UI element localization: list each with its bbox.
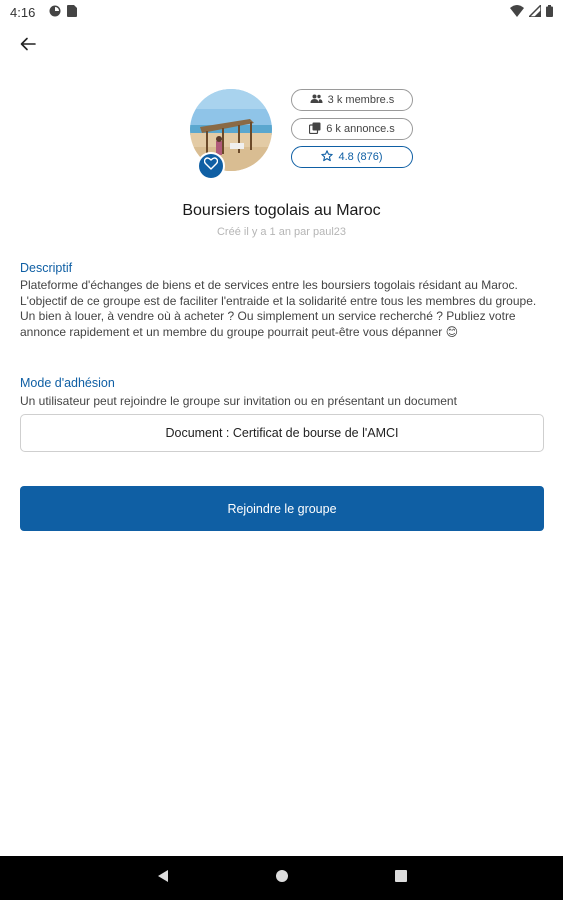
ads-count: 6 k annonce.s [326,123,395,135]
join-group-label: Rejoindre le groupe [227,501,337,516]
signal-icon [529,5,541,20]
status-left [10,5,77,20]
announce-icon [309,122,321,137]
rating-value: 4.8 (876) [338,151,383,163]
system-nav-bar [0,856,563,900]
nav-back-button[interactable] [151,866,175,890]
description-heading: Descriptif [20,261,73,275]
back-triangle-icon [157,869,169,888]
group-avatar-wrap [190,89,272,171]
required-document-label: Document : Certificat de bourse de l'AMCI [165,426,399,440]
members-count-badge [291,89,413,111]
group-created-info: Créé il y a 1 an par paul23 [216,226,347,238]
heart-icon [204,157,218,175]
join-group-button[interactable] [20,486,544,531]
star-icon [321,150,333,165]
membership-heading: Mode d'adhésion [20,376,115,390]
data-saver-icon [49,5,61,20]
arrow-left-icon [20,37,36,56]
home-circle-icon [275,869,289,888]
nav-home-button[interactable] [270,866,294,890]
people-icon [310,94,323,106]
status-time: 4:16 [10,4,36,20]
group-title: Boursiers togolais au Maroc [182,202,381,219]
wifi-icon [510,5,524,20]
ads-count-badge [291,118,413,140]
description-text: Plateforme d'échanges de biens et de services entre les boursiers togolais résidant au Maroc. L'objectif de ce groupe est de faciliter l'entraide et la solidarité entre tous les membres du groupe. Un bien à louer, à vendre où à acheter ? Ou simplement un service recherché ? Publiez votre annonce rapidement et un membre du groupe pourrait peut-être vous dépanner 😊 [20,278,537,339]
membership-text: Un utilisateur peut rejoindre le groupe sur invitation ou en présentant un document [20,394,457,408]
rating-button[interactable] [291,146,413,168]
nav-recents-button[interactable] [389,866,413,890]
battery-icon [546,5,553,20]
required-document-box[interactable] [20,414,544,452]
back-button[interactable] [14,34,42,58]
status-bar [0,0,563,24]
sim-card-icon [67,5,77,20]
status-right [510,5,553,20]
recents-square-icon [395,869,407,887]
members-count: 3 k membre.s [327,94,395,106]
favorite-button[interactable] [197,152,225,180]
